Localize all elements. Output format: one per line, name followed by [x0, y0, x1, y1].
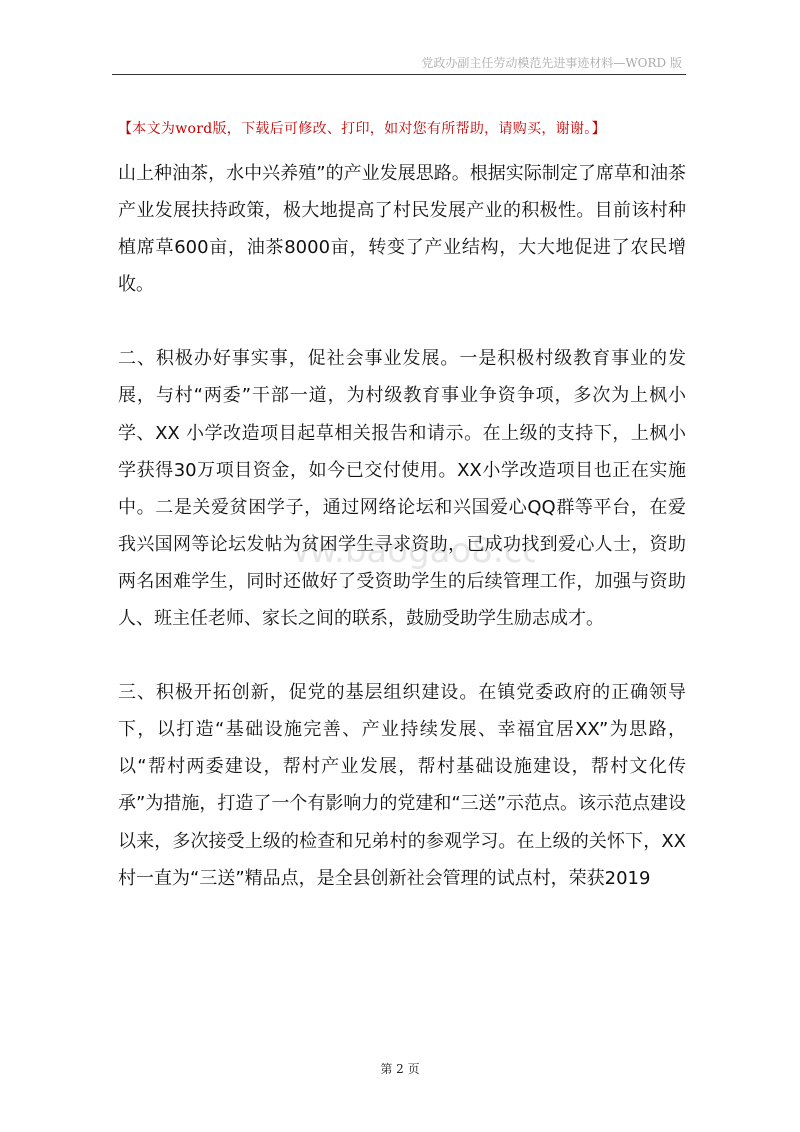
- paragraph-continuation: 山上种油茶，水中兴养殖”的产业发展思路。根据实际制定了席草和油茶产业发展扶持政策，极大地提高了村民发展产业的积极性。目前该村种植席草600亩，油茶8000亩，转变了产业结构，大大地促进了农民增收。: [118, 163, 686, 296]
- page-number: 第 2 页: [380, 1062, 420, 1076]
- header-divider: [112, 74, 686, 75]
- paragraph-section-two: 二、积极办好事实事，促社会事业发展。一是积极村级教育事业的发展，与村“两委”干部一道，为村级教育事业争资争项，多次为上枫小学、XX 小学改造项目起草相关报告和请示。在上级的支持下，上枫小学获得30万项目资金，如今已交付使用。XX小学改造项目也正在实施中。二是关爱贫困学子，通过网络论坛和兴国爱心QQ群等平台，在爱我兴国网等论坛发帖为贫困学生寻求资助，已成功找到爱心人士，资助两名困难学生，同时还做好了受资助学生的后续管理工作，加强与资助人、班主任老师、家长之间的联系，鼓励受助学生励志成才。: [118, 348, 686, 630]
- download-notice: 【本文为word版，下载后可修改、打印，如对您有所帮助，请购买，谢谢。】: [118, 121, 606, 137]
- running-header: 党政办副主任劳动模范先进事迹材料—WORD 版: [421, 56, 682, 70]
- paragraph-section-three: 三、积极开拓创新，促党的基层组织建设。在镇党委政府的正确领导下，以打造“基础设施完善、产业持续发展、幸福宜居XX”为思路，以“帮村两委建设，帮村产业发展，帮村基础设施建设，帮村文化传承”为措施，打造了一个有影响力的党建和“三送”示范点。该示范点建设以来，多次接受上级的检查和兄弟村的参观学习。在上级的关怀下，XX村一直为“三送”精品点，是全县创新社会管理的试点村，荣获2019: [118, 682, 686, 889]
- watermark-text: ww.baogao8.co: [295, 531, 535, 571]
- body-content: [118, 155, 686, 897]
